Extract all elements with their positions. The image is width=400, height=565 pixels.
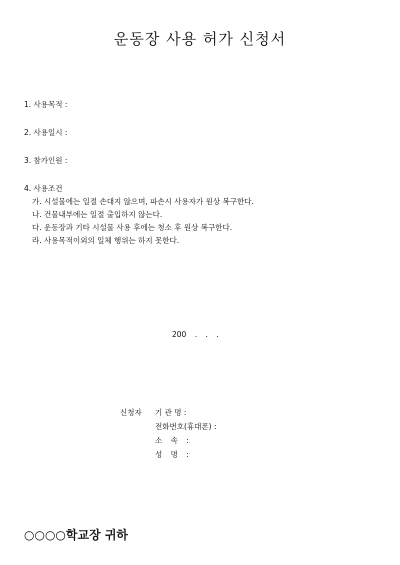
condition-da: 다. 운동장과 기타 시설물 사용 후에는 청소 후 원상 복구한다.: [32, 223, 233, 232]
item-participants: 3. 참가인원 :: [24, 156, 68, 165]
addressee: ○○○○학교장 귀하: [24, 528, 129, 542]
applicant-label: 신청자: [120, 408, 142, 417]
applicant-affiliation: 소 속 :: [155, 436, 189, 445]
applicant-name: 성 명 :: [155, 450, 189, 459]
item-conditions-heading: 4. 사용조건: [24, 184, 63, 193]
date-line: 200 . . .: [172, 330, 219, 339]
document-title: 운동장 사용 허가 신청서: [113, 30, 287, 48]
item-datetime: 2. 사용일시 :: [24, 128, 68, 137]
item-purpose: 1. 사용목적 :: [24, 100, 68, 109]
condition-na: 나. 건물내부에는 일절 출입하지 않는다.: [32, 210, 163, 219]
applicant-organization: 기 관 명 :: [155, 408, 187, 417]
condition-ga: 가. 시설물에는 일절 손대지 않으며, 파손시 사용자가 원상 복구한다.: [32, 197, 254, 206]
condition-ra: 라. 사용목적이외의 일체 행위는 하지 못한다.: [32, 236, 180, 245]
applicant-phone: 전화번호(휴대폰) :: [155, 422, 217, 431]
